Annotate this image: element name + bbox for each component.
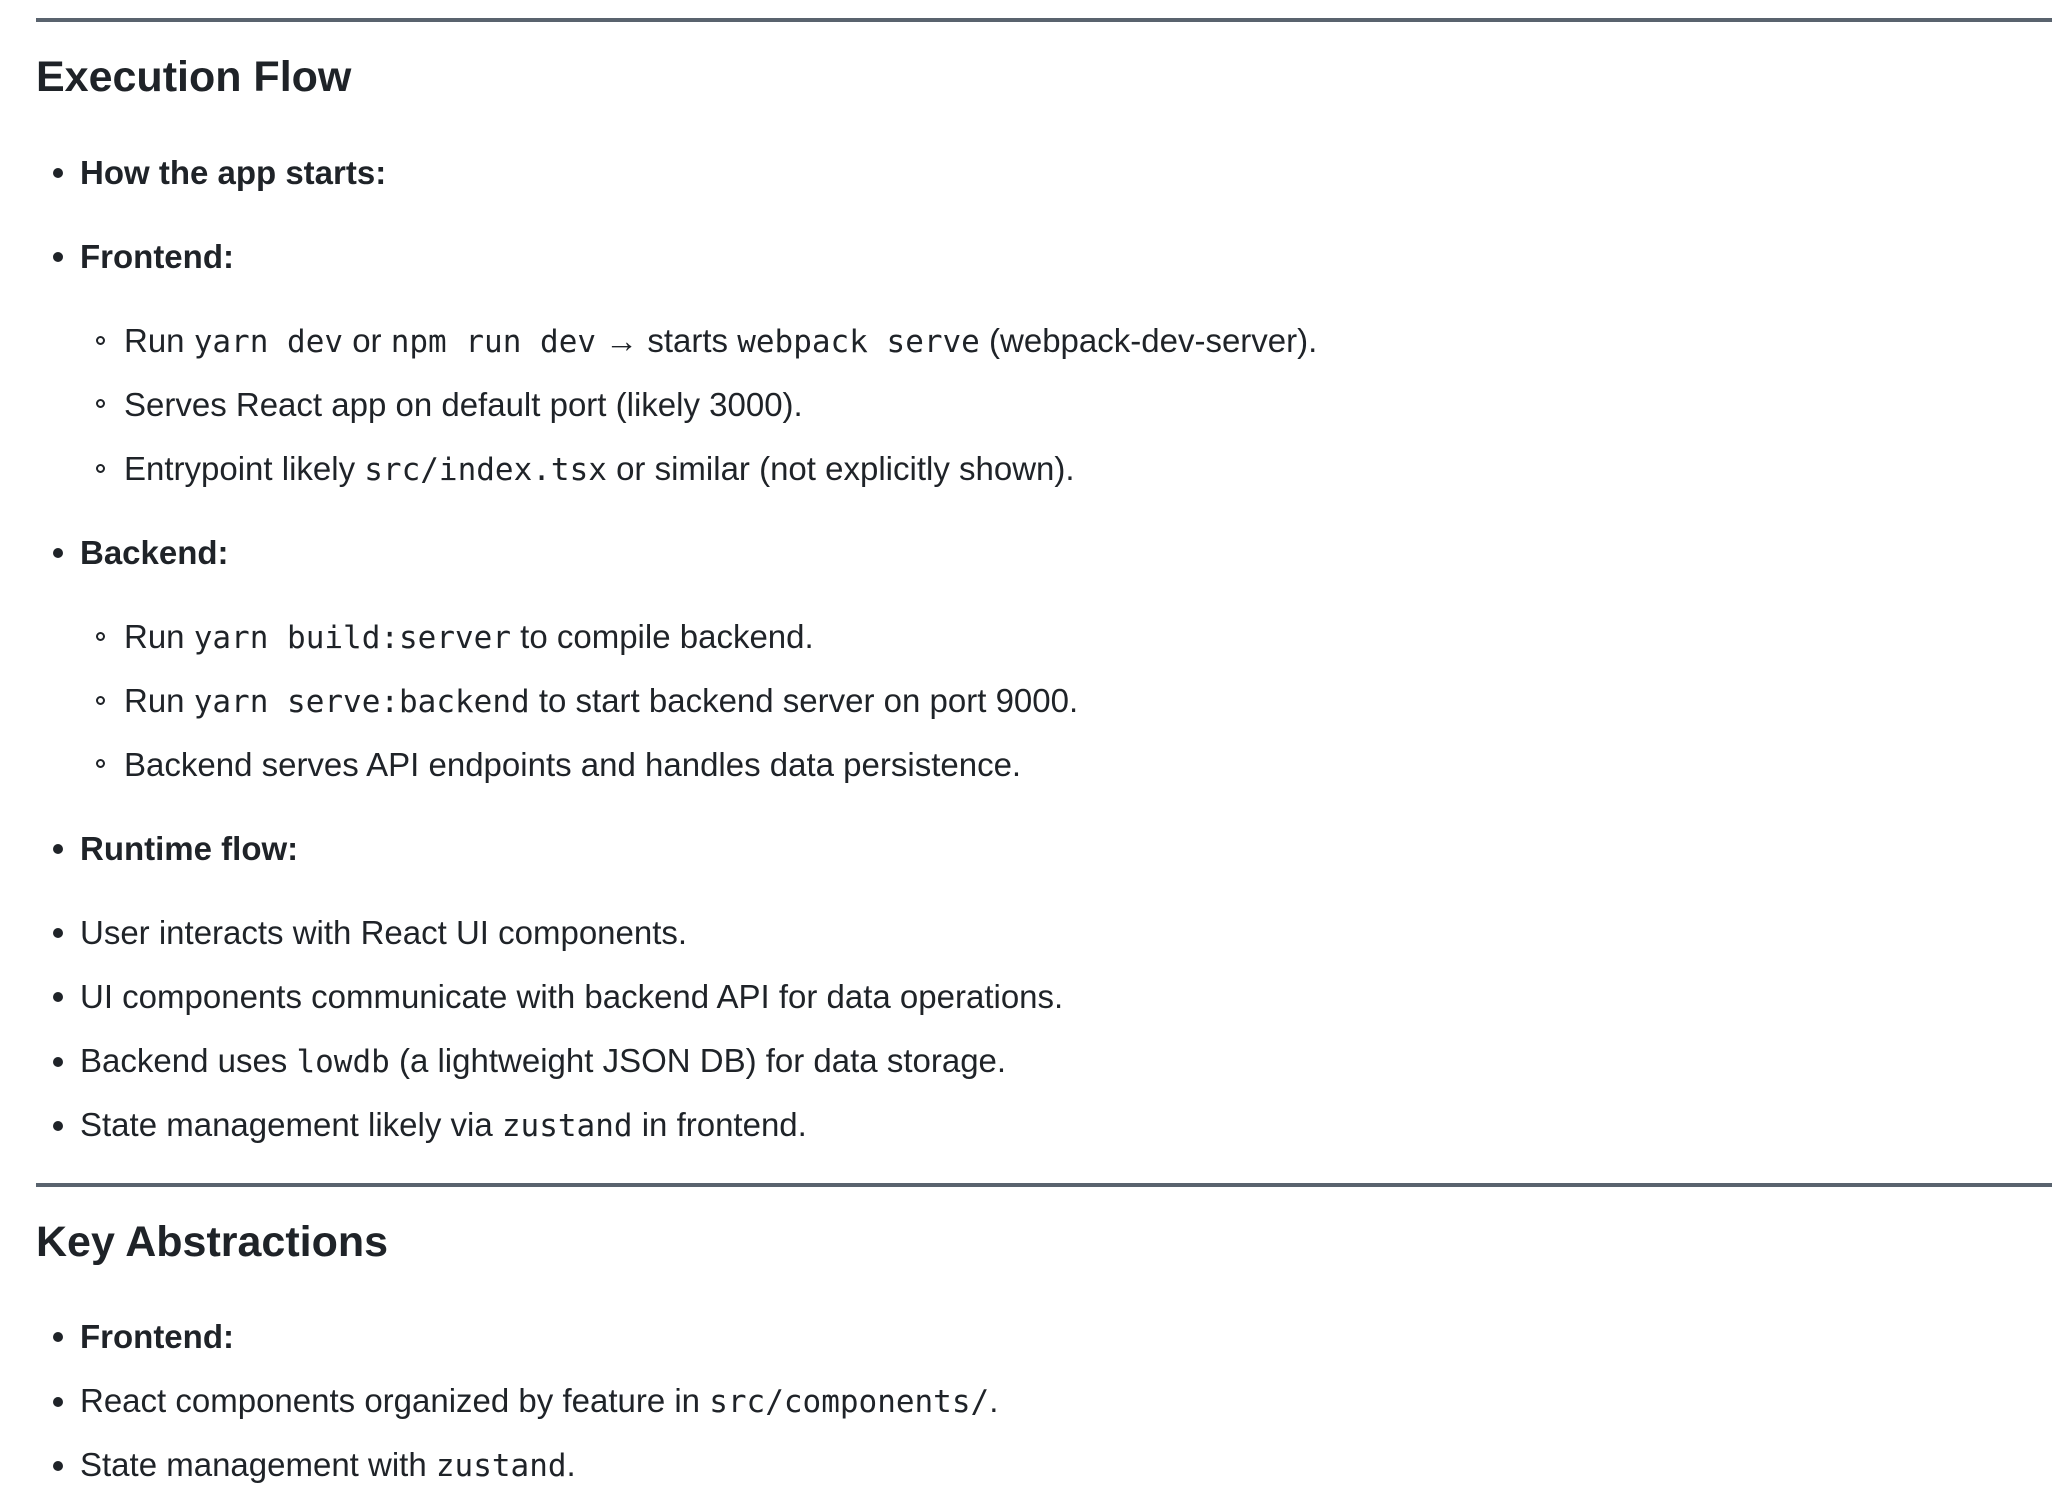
list-item-ui-components-api: UI components communicate with backend API for data operations. bbox=[80, 975, 1063, 1019]
horizontal-rule-section bbox=[36, 1183, 2052, 1187]
bullet-circle bbox=[96, 464, 105, 473]
list-item-user-interacts: User interacts with React UI components. bbox=[80, 911, 687, 955]
bullet-disc bbox=[53, 928, 63, 938]
list-item-backend: Backend: bbox=[80, 531, 229, 575]
bullet-disc bbox=[53, 1332, 63, 1342]
bullet-circle bbox=[96, 759, 105, 768]
list-item-frontend-abstractions: Frontend: bbox=[80, 1315, 234, 1359]
list-item-run-dev: Run yarn dev or npm run dev → starts webpack serve (webpack-dev-server). bbox=[124, 319, 1317, 364]
inline-code: yarn dev bbox=[193, 324, 344, 360]
list-item-react-components: React components organized by feature in src/components/. bbox=[80, 1379, 998, 1424]
list-item-serves-react: Serves React app on default port (likely 3000). bbox=[124, 383, 803, 427]
bullet-circle bbox=[96, 696, 105, 705]
list-item-entrypoint: Entrypoint likely src/index.tsx or similar (not explicitly shown). bbox=[124, 447, 1075, 492]
list-item-state-management: State management with zustand. bbox=[80, 1443, 576, 1488]
inline-code: yarn build:server bbox=[193, 620, 511, 656]
bullet-disc bbox=[53, 992, 63, 1002]
bullet-disc bbox=[53, 844, 63, 854]
list-item-how-app-starts: How the app starts: bbox=[80, 151, 386, 195]
inline-code: lowdb bbox=[296, 1044, 390, 1080]
list-item-serve-backend: Run yarn serve:backend to start backend server on port 9000. bbox=[124, 679, 1078, 724]
inline-code: zustand bbox=[501, 1108, 633, 1144]
inline-code: src/components/ bbox=[709, 1384, 990, 1420]
list-item-frontend: Frontend: bbox=[80, 235, 234, 279]
bullet-disc bbox=[53, 548, 63, 558]
horizontal-rule-top bbox=[36, 18, 2052, 22]
bullet-disc bbox=[53, 168, 63, 178]
inline-code: webpack serve bbox=[737, 324, 980, 360]
list-item-backend-serves-api: Backend serves API endpoints and handles data persistence. bbox=[124, 743, 1021, 787]
bullet-circle bbox=[96, 336, 105, 345]
inline-code: yarn serve:backend bbox=[193, 684, 530, 720]
bullet-disc bbox=[53, 1121, 63, 1131]
bullet-circle bbox=[96, 399, 105, 408]
bullet-disc bbox=[53, 1397, 63, 1407]
bullet-circle bbox=[96, 632, 105, 641]
heading-execution-flow: Execution Flow bbox=[36, 53, 352, 101]
inline-code: npm run dev bbox=[390, 324, 597, 360]
list-item-lowdb: Backend uses lowdb (a lightweight JSON DB) for data storage. bbox=[80, 1039, 1006, 1084]
bullet-disc bbox=[53, 252, 63, 262]
heading-key-abstractions: Key Abstractions bbox=[36, 1218, 389, 1266]
bullet-disc bbox=[53, 1461, 63, 1471]
inline-code: src/index.tsx bbox=[364, 452, 607, 488]
list-item-build-server: Run yarn build:server to compile backend. bbox=[124, 615, 814, 660]
list-item-zustand: State management likely via zustand in frontend. bbox=[80, 1103, 807, 1148]
list-item-runtime-flow: Runtime flow: bbox=[80, 827, 298, 871]
bullet-disc bbox=[53, 1057, 63, 1067]
inline-code: zustand bbox=[435, 1448, 567, 1484]
